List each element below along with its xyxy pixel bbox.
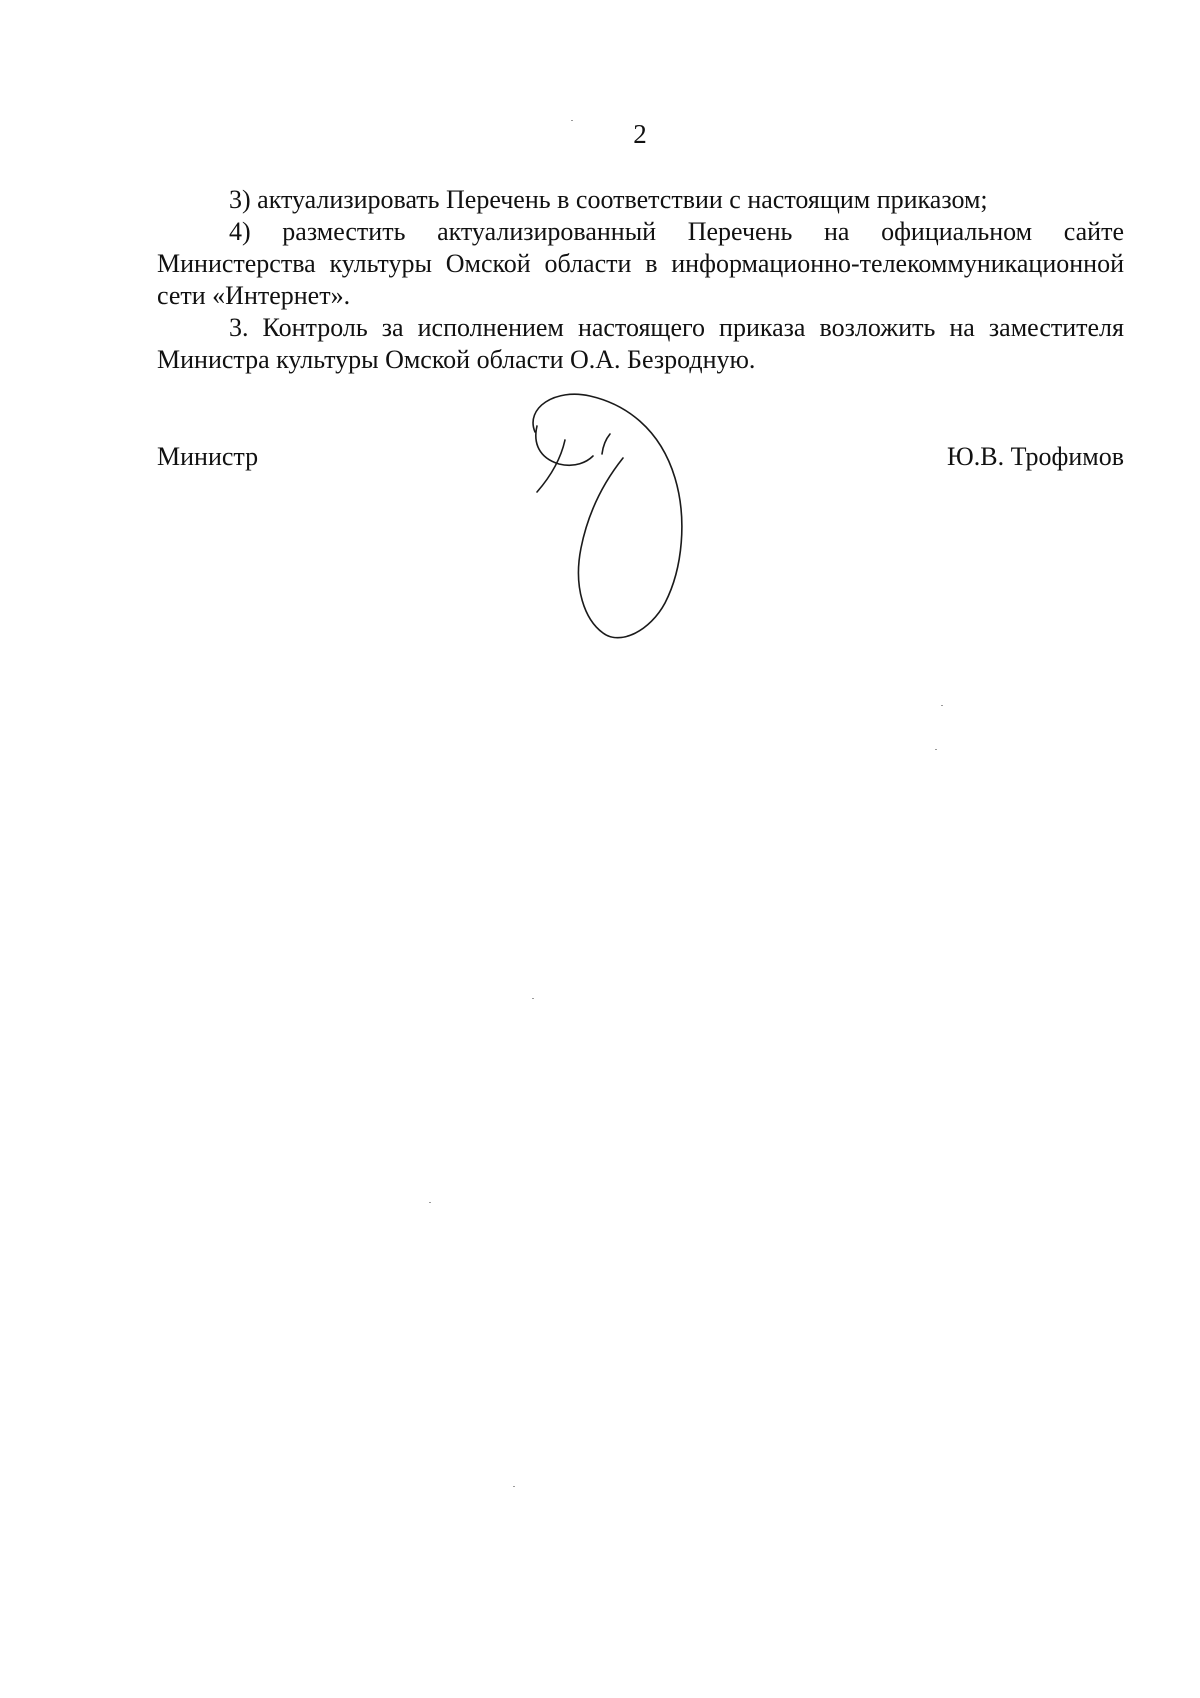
scan-speck [935,749,937,750]
scan-speck [532,998,534,999]
handwritten-signature [515,388,695,648]
paragraph-publish-list: 4) разместить актуализированный Перечень на официальном сайте Министерства культуры Омской области в информационно-телекоммуникационной сети «Интернет». [157,217,1124,310]
paragraph-control: 3. Контроль за исполнением настоящего приказа возложить на заместителя Министра культуры Омской области О.А. Безродную. [157,313,1124,374]
scan-speck [941,705,943,706]
paragraph-update-list: 3) актуализировать Перечень в соответствии с настоящим приказом; [229,185,988,214]
signatory-name: Ю.В. Трофимов [947,442,1124,471]
page-number: 2 [633,119,647,149]
signatory-position: Министр [157,442,259,471]
scan-speck [429,1202,431,1203]
document-body [157,184,1124,376]
scan-speck [513,1486,515,1487]
scan-speck [571,120,573,121]
